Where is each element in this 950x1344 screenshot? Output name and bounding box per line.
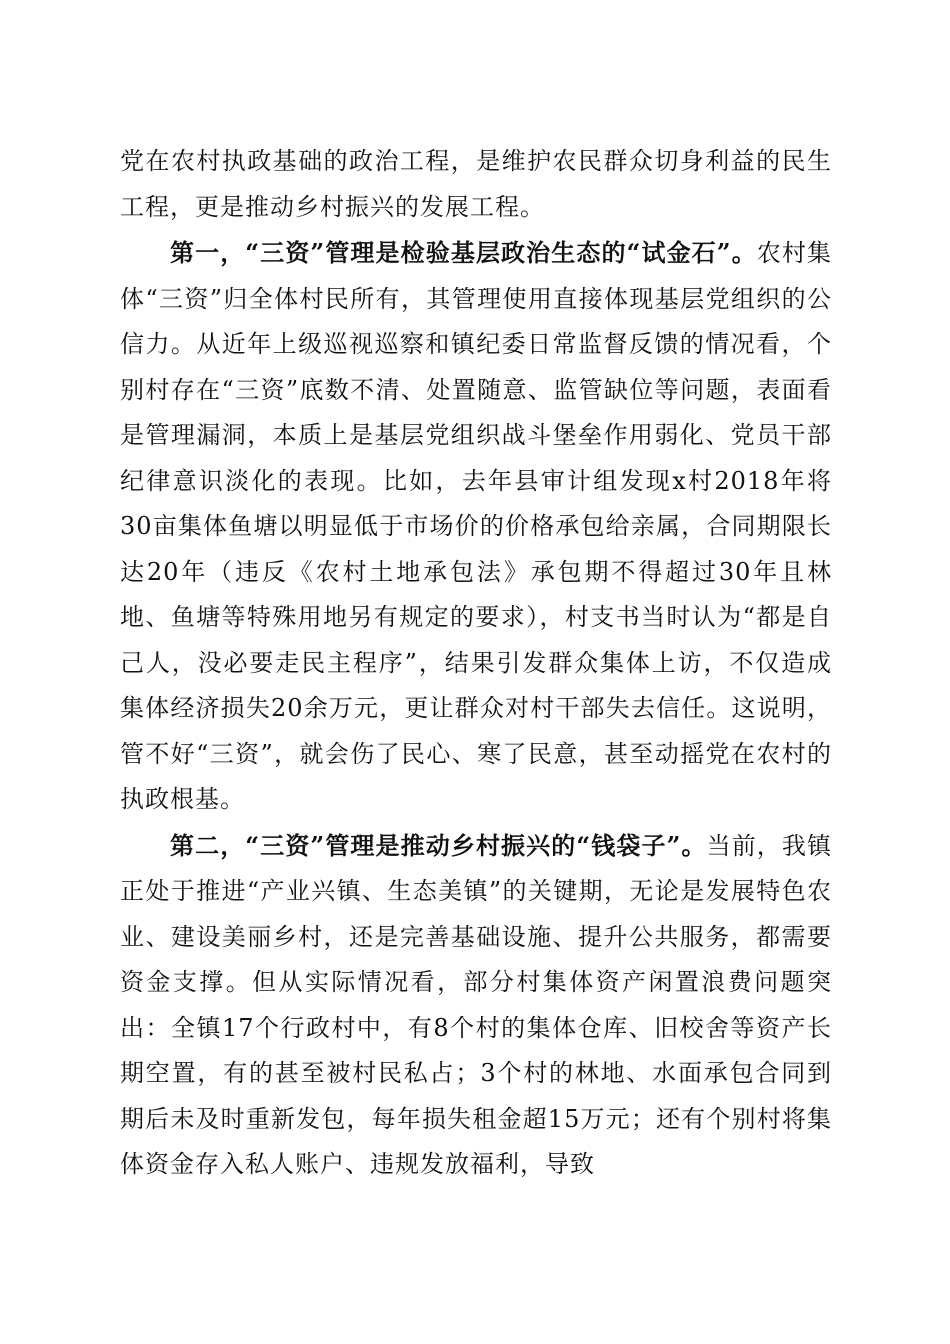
paragraph-intro-continuation — [120, 139, 832, 230]
paragraph-text: 当前，我镇正处于推进“产业兴镇、生态美镇”的关键期，无论是发展特色农业、建设美丽乡村，还是完善基础设施、提升公共服务，都需要资金支撑。但从实际情况看，部分村集体资产闲置浪费问题突出：全镇17个行政村中，有8个村的集体仓库、旧校舍等资产长期空置，有的甚至被村民私占；3个村的林地、水面承包合同到期后未及时重新发包，每年损失租金超15万元；还有个别村将集体资金存入私人账户、违规发放福利，导致 — [120, 831, 833, 1178]
document-page — [120, 139, 832, 1188]
paragraph-heading: 第二，“三资”管理是推动乡村振兴的“钱袋子”。 — [170, 830, 707, 860]
paragraph-heading: 第一，“三资”管理是检验基层政治生态的“试金石”。 — [170, 238, 757, 267]
paragraph-second-point — [120, 823, 832, 1188]
paragraph-text: 农村集体“三资”归全体村民所有，其管理使用直接体现基层党组织的公信力。从近年上级巡视巡察和镇纪委日常监督反馈的情况看，个别村存在“三资”底数不清、处置随意、监管缺位等问题，表面看是管理漏洞，本质上是基层党组织战斗堡垒作用弱化、党员干部纪律意识淡化的表现。比如，去年县审计组发现x村2018年将30亩集体鱼塘以明显低于市场价的价格承包给亲属，合同期限长达20年（违反《农村土地承包法》承包期不得超过30年且林地、鱼塘等特殊用地另有规定的要求），村支书当时认为“都是自己人，没必要走民主程序”，结果引发群众集体上访，不仅造成集体经济损失20余万元，更让群众对村干部失去信任。这说明，管不好“三资”，就会伤了民心、寒了民意，甚至动摇党在农村的执政根基。 — [120, 239, 833, 813]
paragraph-first-point — [120, 230, 832, 823]
paragraph-text: 党在农村执政基础的政治工程，是维护农民群众切身利益的民生工程，更是推动乡村振兴的发展工程。 — [120, 147, 832, 221]
